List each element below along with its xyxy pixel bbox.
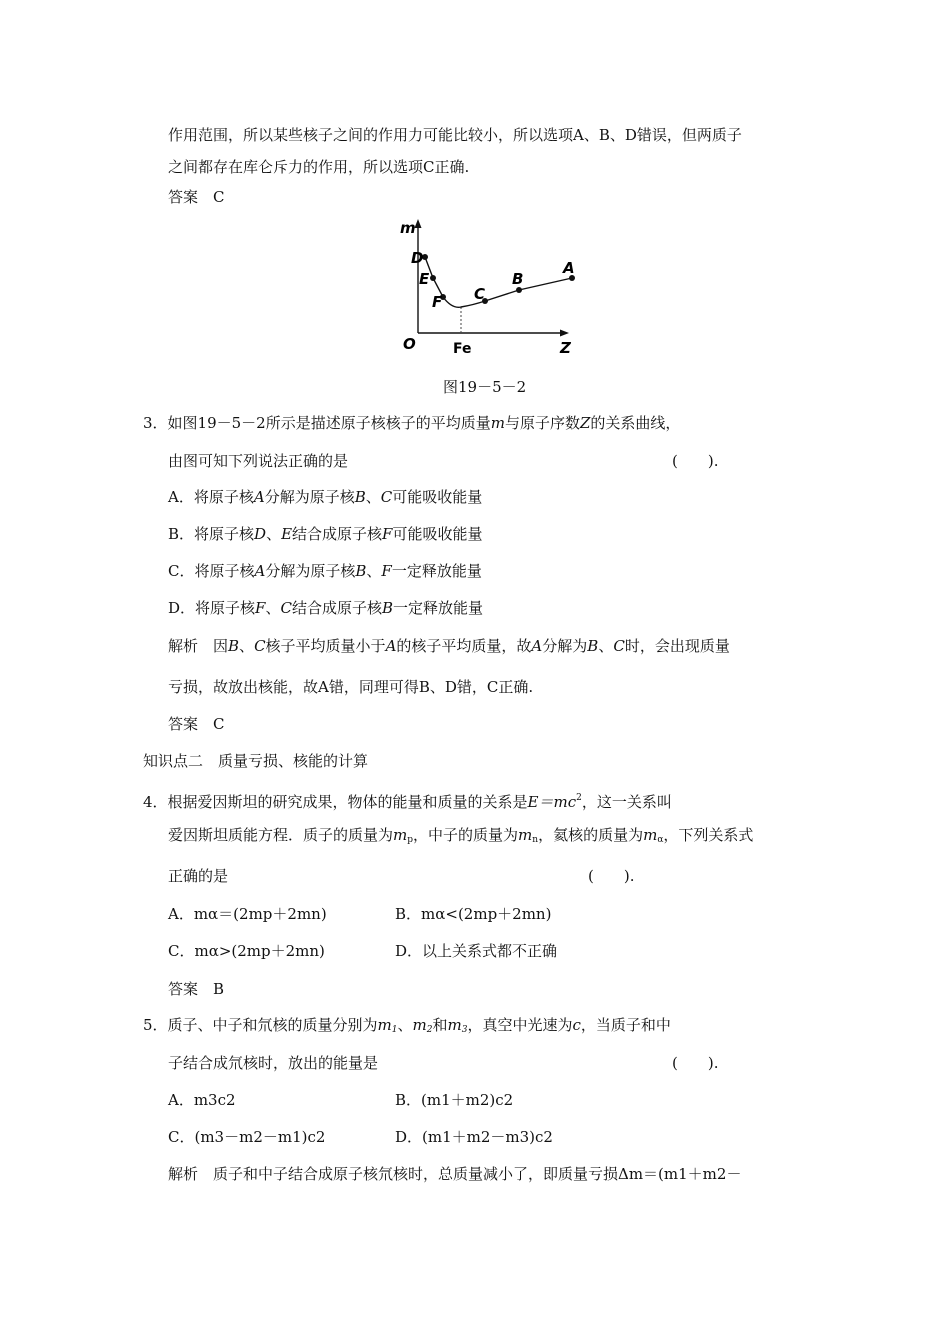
q5-option-b: B．(m1＋m2)c2 bbox=[395, 1091, 514, 1109]
q4-stem-line3: 正确的是 bbox=[168, 867, 229, 885]
label-c: C bbox=[474, 285, 486, 303]
var: B bbox=[228, 637, 240, 655]
text: ，当质子和中 bbox=[580, 1016, 671, 1034]
q5-option-c: C．(m3－m2－m1)c2 bbox=[168, 1128, 326, 1146]
label-b: B bbox=[512, 270, 524, 288]
subscript: α bbox=[657, 835, 664, 845]
q4-option-c: C．mα>(2mp＋2mn) bbox=[168, 942, 325, 960]
var: C bbox=[613, 637, 625, 655]
var: A bbox=[254, 562, 266, 580]
var: m bbox=[518, 826, 533, 844]
axis-m-label: m bbox=[400, 219, 416, 237]
var: m bbox=[393, 826, 408, 844]
label-a: A bbox=[563, 259, 575, 277]
q4-option-a: A．mα＝(2mp＋2mn) bbox=[168, 905, 327, 923]
text: ，下列关系式 bbox=[663, 826, 754, 844]
text: 一定释放能量 bbox=[391, 562, 482, 580]
q4-option-b: B．mα<(2mp＋2mn) bbox=[395, 905, 552, 923]
section-heading: 知识点二 质量亏损、核能的计算 bbox=[143, 752, 369, 770]
text: 、 bbox=[365, 488, 381, 506]
var: D bbox=[254, 525, 267, 543]
var: B bbox=[587, 637, 599, 655]
subscript: n bbox=[532, 835, 539, 845]
var: F bbox=[382, 525, 393, 543]
text: 分解为原子核 bbox=[264, 488, 355, 506]
q3-explanation-line1 bbox=[168, 636, 730, 656]
var: B bbox=[354, 488, 366, 506]
var: m bbox=[490, 414, 505, 432]
text: 解析 因 bbox=[168, 637, 229, 655]
var-c: c bbox=[572, 1016, 581, 1034]
fe-label: Fe bbox=[453, 341, 472, 357]
text: 分解为 bbox=[542, 637, 588, 655]
text: 爱因斯坦质能方程．质子的质量为 bbox=[168, 826, 394, 844]
text: ，这一关系叫 bbox=[581, 793, 672, 811]
axis-z-label: Z bbox=[560, 339, 571, 357]
q3-blank: ( ). bbox=[672, 452, 719, 470]
text: 可能吸收能量 bbox=[392, 525, 483, 543]
var: F bbox=[255, 599, 266, 617]
text: C．将原子核 bbox=[168, 562, 255, 580]
q5-explanation: 解析 质子和中子结合成原子核氘核时，总质量减小了，即质量亏损Δm＝(m1＋m2－ bbox=[168, 1165, 742, 1183]
text: 时，会出现质量 bbox=[624, 637, 730, 655]
text: ，氦核的质量为 bbox=[538, 826, 644, 844]
text: 的关系曲线， bbox=[590, 414, 681, 432]
var: A bbox=[531, 637, 543, 655]
text-line: 之间都存在库仑斥力的作用，所以选项C正确. bbox=[168, 158, 470, 176]
text: A．将原子核 bbox=[168, 488, 254, 506]
text: D．将原子核 bbox=[168, 599, 256, 617]
q3-option-c bbox=[168, 561, 482, 581]
label-d: D bbox=[411, 249, 424, 267]
q3-option-d bbox=[168, 598, 483, 618]
text: ，中子的质量为 bbox=[413, 826, 519, 844]
label-e: E bbox=[419, 270, 430, 288]
text: 结合成原子核 bbox=[292, 525, 383, 543]
var: C bbox=[280, 599, 292, 617]
text: 、 bbox=[266, 525, 282, 543]
var-m2: $m_2$ bbox=[412, 1016, 433, 1035]
text: 可能吸收能量 bbox=[392, 488, 483, 506]
mass-curve-figure bbox=[395, 215, 595, 365]
var: B bbox=[381, 599, 393, 617]
text: 5．质子、中子和氘核的质量分别为 bbox=[143, 1016, 378, 1034]
q4-blank: ( ). bbox=[588, 867, 635, 885]
var: Z bbox=[579, 414, 591, 432]
text: 、 bbox=[366, 562, 382, 580]
q3-option-b bbox=[168, 524, 482, 544]
q5-stem-line1: 5．质子、中子和氘核的质量分别为$m_1$、$m_2$和$m_3$，真空中光速为c，当质子和中 bbox=[143, 1016, 671, 1035]
figure-caption: 图19－5－2 bbox=[443, 378, 527, 396]
text: 核子平均质量小于 bbox=[265, 637, 386, 655]
var: C bbox=[380, 488, 393, 506]
text: 、 bbox=[265, 599, 281, 617]
text: 、 bbox=[239, 637, 255, 655]
q5-option-d: D．(m1＋m2－m3)c2 bbox=[395, 1128, 553, 1146]
var: m bbox=[643, 826, 658, 844]
var-m1: $m_1$ bbox=[377, 1016, 398, 1035]
text-line: 作用范围，所以某些核子之间的作用力可能比较小，所以选项A、B、D错误，但两质子 bbox=[168, 126, 742, 144]
var: B bbox=[355, 562, 367, 580]
q3-stem-line2: 由图可知下列说法正确的是 bbox=[168, 452, 349, 470]
text: 结合成原子核 bbox=[291, 599, 382, 617]
text: 的核子平均质量，故 bbox=[396, 637, 532, 655]
subscript: p bbox=[407, 835, 414, 845]
text: ，真空中光速为 bbox=[467, 1016, 573, 1034]
q5-option-a: A．m3c2 bbox=[168, 1091, 236, 1109]
q5-blank: ( ). bbox=[672, 1054, 719, 1072]
q3-explanation-line2: 亏损，故放出核能，故A错，同理可得B、D错，C正确. bbox=[168, 678, 534, 696]
var: A bbox=[253, 488, 265, 506]
label-f: F bbox=[432, 293, 443, 311]
answer-line: 答案 C bbox=[168, 188, 225, 206]
var: F bbox=[381, 562, 392, 580]
text: 和 bbox=[432, 1016, 448, 1034]
equation: E＝mc bbox=[527, 793, 577, 811]
text: 4．根据爱因斯坦的研究成果，物体的能量和质量的关系是 bbox=[143, 793, 528, 811]
text: 与原子序数 bbox=[504, 414, 580, 432]
q3-stem-line1 bbox=[143, 413, 680, 433]
superscript: 2 bbox=[576, 793, 582, 803]
var-m3: $m_3$ bbox=[447, 1016, 468, 1035]
text: 分解为原子核 bbox=[265, 562, 356, 580]
var: C bbox=[254, 637, 266, 655]
text: B．将原子核 bbox=[168, 525, 255, 543]
var: E bbox=[281, 525, 293, 543]
var: A bbox=[385, 637, 397, 655]
q4-stem-line2 bbox=[168, 825, 753, 850]
origin-label: O bbox=[403, 335, 416, 353]
q4-stem-line1 bbox=[143, 788, 672, 812]
q5-stem-line2: 子结合成氘核时，放出的能量是 bbox=[168, 1054, 379, 1072]
text: 3．如图19－5－2所示是描述原子核核子的平均质量 bbox=[143, 414, 491, 432]
text: 、 bbox=[598, 637, 614, 655]
q4-answer: 答案 B bbox=[168, 980, 225, 998]
q4-option-d: D．以上关系式都不正确 bbox=[395, 942, 558, 960]
q3-option-a bbox=[168, 487, 482, 507]
text: 一定释放能量 bbox=[393, 599, 484, 617]
point-e bbox=[430, 275, 436, 281]
q3-answer: 答案 C bbox=[168, 715, 225, 733]
